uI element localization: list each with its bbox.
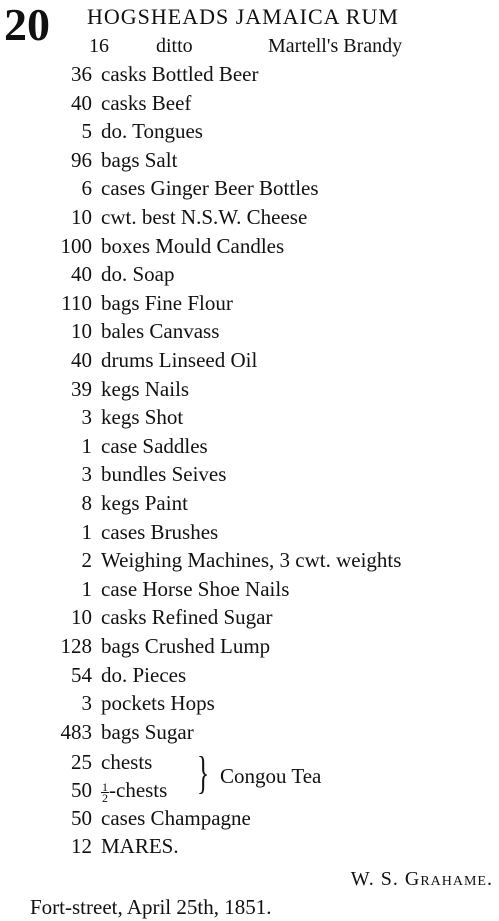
item-quantity: 100 — [60, 233, 92, 258]
item-description: do. Soap — [101, 262, 175, 287]
item-description: pockets Hops — [101, 691, 215, 716]
item-quantity: 2 — [81, 548, 92, 573]
sub-description: Martell's Brandy — [268, 35, 403, 57]
item-quantity: 10 — [71, 605, 92, 630]
dateline: Fort-street, April 25th, 1851. — [30, 895, 272, 919]
item-description: bags Fine Flour — [101, 290, 233, 315]
item-quantity: 39 — [71, 376, 92, 401]
item-description: bags Sugar — [101, 719, 194, 744]
item-quantity: 50 — [71, 806, 92, 830]
item-description: do. Pieces — [101, 662, 187, 687]
item-quantity: 54 — [71, 662, 92, 687]
item-quantity: 3 — [81, 691, 92, 716]
signature — [351, 866, 493, 892]
item-quantity: 483 — [60, 719, 92, 744]
item-quantity: 40 — [71, 90, 92, 115]
item-quantity: 5 — [81, 119, 92, 144]
item-quantity: 110 — [61, 290, 92, 315]
item-description: cases Champagne — [101, 806, 251, 830]
item-description: cwt. best N.S.W. Cheese — [101, 205, 308, 229]
item-quantity: 12 — [71, 834, 92, 858]
item-quantity: 1 — [81, 576, 92, 601]
item-description: do. Tongues — [101, 119, 203, 144]
item-quantity: 8 — [81, 491, 92, 515]
item-description: cases Ginger Beer Bottles — [101, 176, 319, 201]
item-description: Weighing Machines, 3 cwt. weights — [101, 548, 402, 573]
item-description: kegs Nails — [101, 376, 190, 401]
item-quantity: 1 — [81, 433, 92, 458]
item-description: kegs Paint — [101, 491, 188, 515]
item-description: chests — [101, 750, 153, 774]
item-description: $\frac{1}{2}$ -chests — [102, 778, 168, 805]
item-quantity: 40 — [71, 262, 92, 287]
item-quantity: 1 — [81, 519, 92, 544]
item-description: case Horse Shoe Nails — [101, 576, 290, 601]
item-description: boxes Mould Candles — [101, 233, 285, 258]
item-quantity: 10 — [71, 205, 92, 229]
item-description: casks Refined Sugar — [101, 605, 273, 630]
signature-initials: W. S. — [350, 868, 399, 890]
headline: HOGSHEADS JAMAICA RUM — [87, 4, 399, 29]
item-description: casks Beef — [101, 90, 192, 115]
item-description: cases Brushes — [101, 519, 219, 544]
item-quantity: 50 — [71, 778, 92, 802]
item-description: bundles Seives — [101, 462, 227, 487]
item-description: case Saddles — [101, 433, 208, 458]
sub-ditto: ditto — [156, 35, 193, 57]
item-quantity: 3 — [81, 462, 92, 487]
item-quantity: 128 — [60, 634, 92, 658]
brace-glyph: } — [197, 747, 210, 798]
item-description: bags Crushed Lump — [101, 634, 271, 658]
item-description: bags Salt — [101, 147, 178, 172]
item-quantity: 3 — [81, 405, 92, 430]
item-description: drums Linseed Oil — [101, 348, 258, 372]
item-quantity: 40 — [71, 348, 92, 372]
signature-surname: Grahame. — [404, 868, 493, 890]
item-quantity: 6 — [81, 176, 92, 201]
item-description: casks Bottled Beer — [101, 62, 259, 86]
item-quantity: 25 — [71, 750, 92, 774]
half-fraction: $\frac{1}{2}$ — [102, 779, 108, 805]
tea-label: Congou Tea — [220, 764, 322, 788]
lot-number: 20 — [4, 0, 50, 50]
item-description: bales Canvass — [101, 319, 220, 344]
sub-quantity: 16 — [89, 35, 109, 57]
item-description: kegs Shot — [101, 405, 184, 430]
item-quantity: 10 — [71, 319, 92, 344]
item-quantity: 36 — [71, 62, 92, 86]
item-quantity: 96 — [71, 147, 92, 172]
item-description: MARES. — [101, 834, 179, 858]
